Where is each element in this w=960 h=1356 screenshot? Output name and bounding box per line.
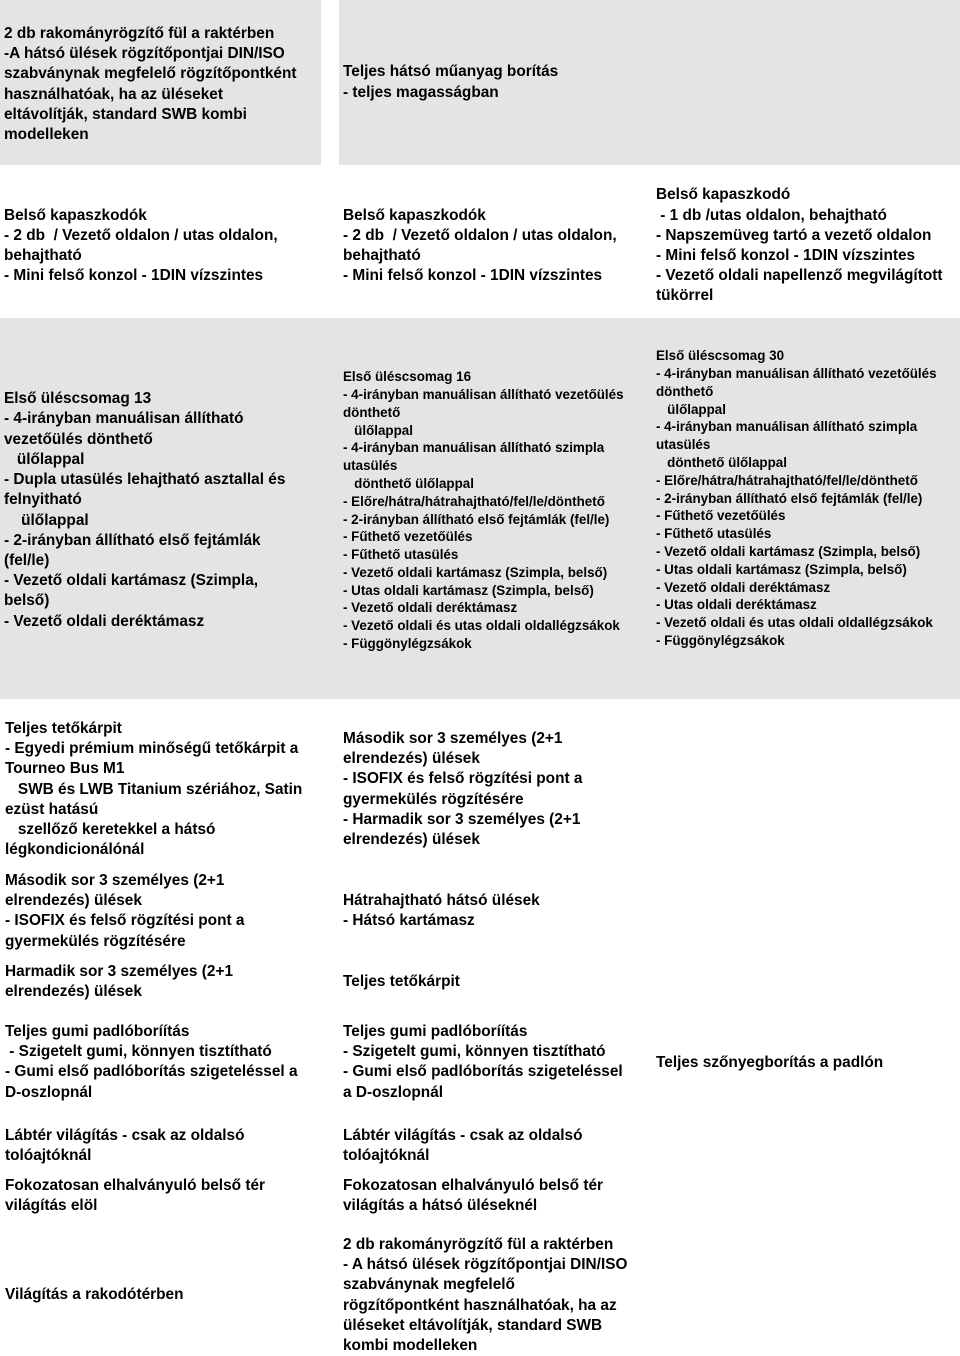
text-line: Belső kapaszkodók	[4, 206, 147, 224]
text-line: - ISOFIX és felső rögzítési pont a	[5, 912, 245, 930]
text-line: Teljes tetőkárpit	[343, 973, 460, 990]
col1-c-text	[5, 962, 321, 1002]
text-line: modelleken	[4, 126, 89, 144]
r1-c1-text	[4, 4, 321, 145]
text-line: - A hátsó ülések rögzítőpontjai DIN/ISO	[343, 1256, 628, 1274]
text-line: SWB és LWB Titanium szériához, Satin	[5, 780, 303, 798]
text-line: Tourneo Bus M1	[5, 760, 125, 778]
text-line: - Vezető oldali kartámasz (Szimpla, belső)	[656, 543, 921, 559]
text-line: Második sor 3 személyes (2+1	[343, 730, 563, 747]
r3-c1-cell	[0, 318, 321, 699]
text-line: (fel/le)	[4, 551, 50, 569]
r1-c1-cell	[0, 0, 321, 165]
text-line: Teljes szőnyegborítás a padlón	[656, 1054, 884, 1071]
text-line: - Fűthető vezetőülés	[343, 529, 473, 545]
r3-c1-text	[4, 389, 321, 631]
text-line: felnyitható	[4, 491, 82, 509]
text-line: - Vezető oldali és utas oldali oldallégzsákok	[656, 615, 933, 631]
text-line: utasülés	[656, 437, 711, 453]
r2-c1-text	[4, 206, 321, 287]
col1-g-text	[5, 1285, 321, 1305]
text-line: - Függönylégzsákok	[343, 636, 472, 652]
text-line: dönthető ülőlappal	[343, 475, 474, 491]
text-line: -A hátsó ülések rögzítőpontjai DIN/ISO	[4, 45, 285, 63]
text-line: eltávolítják, standard SWB kombi	[4, 105, 247, 123]
text-line: Teljes gumi padlóboríítás	[343, 1023, 528, 1040]
text-line: üléseket eltávolítják, standard SWB	[343, 1316, 603, 1334]
text-line: - Mini felső konzol - 1DIN vízszintes	[656, 247, 916, 264]
text-line: - Utas oldali deréktámasz	[656, 597, 817, 613]
col3-d-text	[656, 1053, 956, 1073]
text-line: Első üléscsomag 30	[656, 348, 785, 364]
col2-a-text	[343, 729, 652, 850]
text-line: szabványnak megfelelő	[343, 1276, 515, 1294]
col1-a-cell	[5, 719, 321, 860]
text-line: - Vezető oldali deréktámasz	[343, 600, 518, 616]
text-line: elrendezés) ülések	[343, 831, 480, 849]
col2-d-text	[343, 1022, 652, 1103]
text-line: D-oszlopnál	[5, 1083, 93, 1101]
r2-c1-cell	[0, 172, 321, 310]
text-line: ülőlappal	[4, 450, 85, 468]
text-line: - Fűthető utasülés	[343, 547, 459, 563]
text-line: - Utas oldali kartámasz (Szimpla, belső)	[343, 582, 594, 598]
text-line: gyermekülés rögzítésére	[5, 932, 186, 950]
text-line: behajtható	[343, 247, 421, 264]
col2-c-cell	[343, 972, 652, 992]
text-line: - 2-irányban állítható első fejtámlák	[4, 531, 261, 549]
text-line: világítás a hátsó üléseknél	[343, 1197, 538, 1215]
col2-f-cell	[343, 1176, 652, 1216]
col2-b-text	[343, 891, 652, 931]
col2-g-text	[343, 1235, 652, 1356]
text-line: - 4-irányban manuálisan állítható	[4, 410, 244, 428]
text-line: - Utas oldali kartámasz (Szimpla, belső)	[656, 561, 907, 577]
col1-a-text	[5, 719, 321, 860]
text-line: elrendezés) ülések	[343, 750, 480, 768]
col1-b-text	[5, 871, 321, 952]
text-line: - Fűthető vezetőülés	[656, 508, 786, 524]
text-line: ezüst hatású	[5, 800, 99, 818]
col2-b-cell	[343, 891, 652, 931]
text-line: ülőlappal	[656, 401, 726, 417]
text-line: - teljes magasságban	[343, 83, 499, 101]
col2-d-cell	[343, 1022, 652, 1103]
text-line: - Előre/hátra/hátrahajtható/fel/le/dönthető	[656, 472, 918, 488]
text-line: Teljes tetőkárpit	[5, 720, 122, 737]
text-line: - Gumi első padlóborítás szigeteléssel	[343, 1063, 623, 1081]
text-line: - 1 db /utas oldalon, behajtható	[656, 206, 887, 224]
col2-a-cell	[343, 729, 652, 850]
text-line: - Vezető oldali deréktámasz	[656, 579, 831, 595]
text-line: - Előre/hátra/hátrahajtható/fel/le/dönthető	[343, 493, 605, 509]
text-line: - Függönylégzsákok	[656, 632, 785, 648]
text-line: Lábtér világítás - csak az oldalsó	[5, 1127, 245, 1144]
col2-c-text	[343, 972, 652, 992]
text-line: Első üléscsomag 13	[4, 390, 152, 408]
text-line: légkondicionálónál	[5, 841, 145, 859]
text-line: - 2 db / Vezető oldalon / utas oldalon,	[343, 226, 617, 244]
text-line: - 2-irányban állítható első fejtámlák (fel/le)	[656, 490, 923, 506]
col1-g-cell	[5, 1285, 321, 1305]
text-line: Hátrahajtható hátsó ülések	[343, 892, 540, 909]
text-line: - Vezető oldali kartámasz (Szimpla, belső)	[343, 564, 608, 580]
col1-d-text	[5, 1022, 321, 1103]
r1-c2-text	[343, 62, 660, 102]
col2-g-cell	[343, 1235, 652, 1356]
text-line: 2 db rakományrögzítő fül a raktérben	[343, 1236, 614, 1253]
r3-c2-cell	[339, 318, 652, 699]
col2-e-text	[343, 1126, 652, 1166]
r1-c2-cell	[339, 0, 660, 165]
text-line: elrendezés) ülések	[5, 983, 142, 1001]
col1-b-cell	[5, 871, 321, 952]
text-line: dönthető ülőlappal	[656, 455, 787, 470]
text-line: - Fűthető utasülés	[656, 526, 772, 542]
text-line: - Vezető oldali és utas oldali oldallégzsákok	[343, 618, 620, 634]
r1-c3-cell	[652, 0, 960, 165]
text-line: elrendezés) ülések	[5, 892, 142, 910]
text-line: utasülés	[343, 458, 398, 474]
text-line: tolóajtóknál	[5, 1147, 92, 1165]
col1-f-cell	[5, 1176, 321, 1216]
text-line: világítás elöl	[5, 1197, 98, 1215]
text-line: - 4-irányban manuálisan állítható szimpla	[656, 419, 918, 435]
text-line: - Vezető oldali deréktámasz	[4, 612, 205, 630]
text-line: a D-oszlopnál	[343, 1083, 444, 1101]
text-line: tükörrel	[656, 287, 714, 305]
text-line: kombi modelleken	[343, 1337, 478, 1355]
text-line: Teljes gumi padlóboríítás	[5, 1023, 190, 1040]
text-line: vezetőülés dönthető	[4, 430, 153, 448]
col1-f-text	[5, 1176, 321, 1216]
text-line: dönthető	[343, 404, 401, 420]
text-line: - Szigetelt gumi, könnyen tisztítható	[343, 1043, 606, 1061]
col1-c-cell	[5, 962, 321, 1002]
text-line: belső)	[4, 592, 50, 610]
r2-c3-cell	[652, 172, 960, 310]
text-line: - 4-irányban manuálisan állítható szimpla	[343, 440, 605, 456]
text-line: dönthető	[656, 383, 714, 399]
r2-c3-text	[656, 185, 960, 306]
text-line: szabványnak megfelelő rögzítőpontként	[4, 65, 297, 83]
col2-f-text	[343, 1176, 652, 1216]
text-line: Harmadik sor 3 személyes (2+1	[5, 963, 234, 980]
text-line: Belső kapaszkodók	[343, 206, 486, 224]
text-line: - Harmadik sor 3 személyes (2+1	[343, 810, 581, 828]
col3-d-cell	[656, 1053, 956, 1073]
text-line: Teljes hátsó műanyag borítás	[343, 63, 559, 81]
col1-e-cell	[5, 1126, 321, 1166]
r3-c3-cell	[652, 318, 960, 699]
r3-c2-text	[343, 368, 652, 653]
text-line: - Gumi első padlóborítás szigeteléssel a	[5, 1063, 298, 1081]
text-line: - Mini felső konzol - 1DIN vízszintes	[343, 267, 603, 285]
text-line: - 2-irányban állítható első fejtámlák (fel/le)	[343, 511, 610, 527]
text-line: ülőlappal	[343, 422, 413, 438]
text-line: - 4-irányban manuálisan állítható vezetőülés	[656, 366, 937, 382]
text-line: Belső kapaszkodó	[656, 186, 791, 204]
text-line: Lábtér világítás - csak az oldalsó	[343, 1127, 583, 1144]
text-line: - Vezető oldali napellenző megvilágított	[656, 267, 943, 285]
text-line: Első üléscsomag 16	[343, 369, 472, 385]
text-line: behajtható	[4, 247, 82, 264]
text-line: - Egyedi prémium minőségű tetőkárpit a	[5, 740, 299, 758]
text-line: - Vezető oldali kartámasz (Szimpla,	[4, 572, 259, 590]
text-line: ülőlappal	[4, 511, 89, 529]
r2-c2-text	[343, 206, 652, 287]
text-line: - Napszemüveg tartó a vezető oldalon	[656, 226, 932, 244]
text-line: Második sor 3 személyes (2+1	[5, 872, 225, 889]
text-line: Fokozatosan elhalványuló belső tér	[343, 1177, 603, 1194]
text-line: tolóajtóknál	[343, 1147, 430, 1165]
text-line: rögzítőpontként használhatóak, ha az	[343, 1296, 617, 1314]
r2-c2-cell	[339, 172, 652, 310]
text-line: gyermekülés rögzítésére	[343, 790, 524, 808]
text-line: - Mini felső konzol - 1DIN vízszintes	[4, 267, 264, 285]
text-line: - Dupla utasülés lehajtható asztallal és	[4, 471, 286, 489]
text-line: 2 db rakományrögzítő fül a raktérben	[4, 25, 275, 42]
text-line: - Szigetelt gumi, könnyen tisztítható	[5, 1043, 272, 1061]
col1-e-text	[5, 1126, 321, 1166]
text-line: - ISOFIX és felső rögzítési pont a	[343, 770, 583, 788]
text-line: Fokozatosan elhalványuló belső tér	[5, 1177, 265, 1194]
col2-e-cell	[343, 1126, 652, 1166]
text-line: Világítás a rakodótérben	[5, 1286, 184, 1303]
r3-c3-text	[656, 347, 960, 650]
text-line: szellőző keretekkel a hátsó	[5, 821, 216, 839]
text-line: - Hátsó kartámasz	[343, 912, 475, 930]
text-line: használhatóak, ha az üléseket	[4, 85, 223, 103]
text-line: - 4-irányban manuálisan állítható vezetőülés	[343, 386, 624, 402]
col1-d-cell	[5, 1022, 321, 1103]
text-line: - 2 db / Vezető oldalon / utas oldalon,	[4, 226, 278, 244]
